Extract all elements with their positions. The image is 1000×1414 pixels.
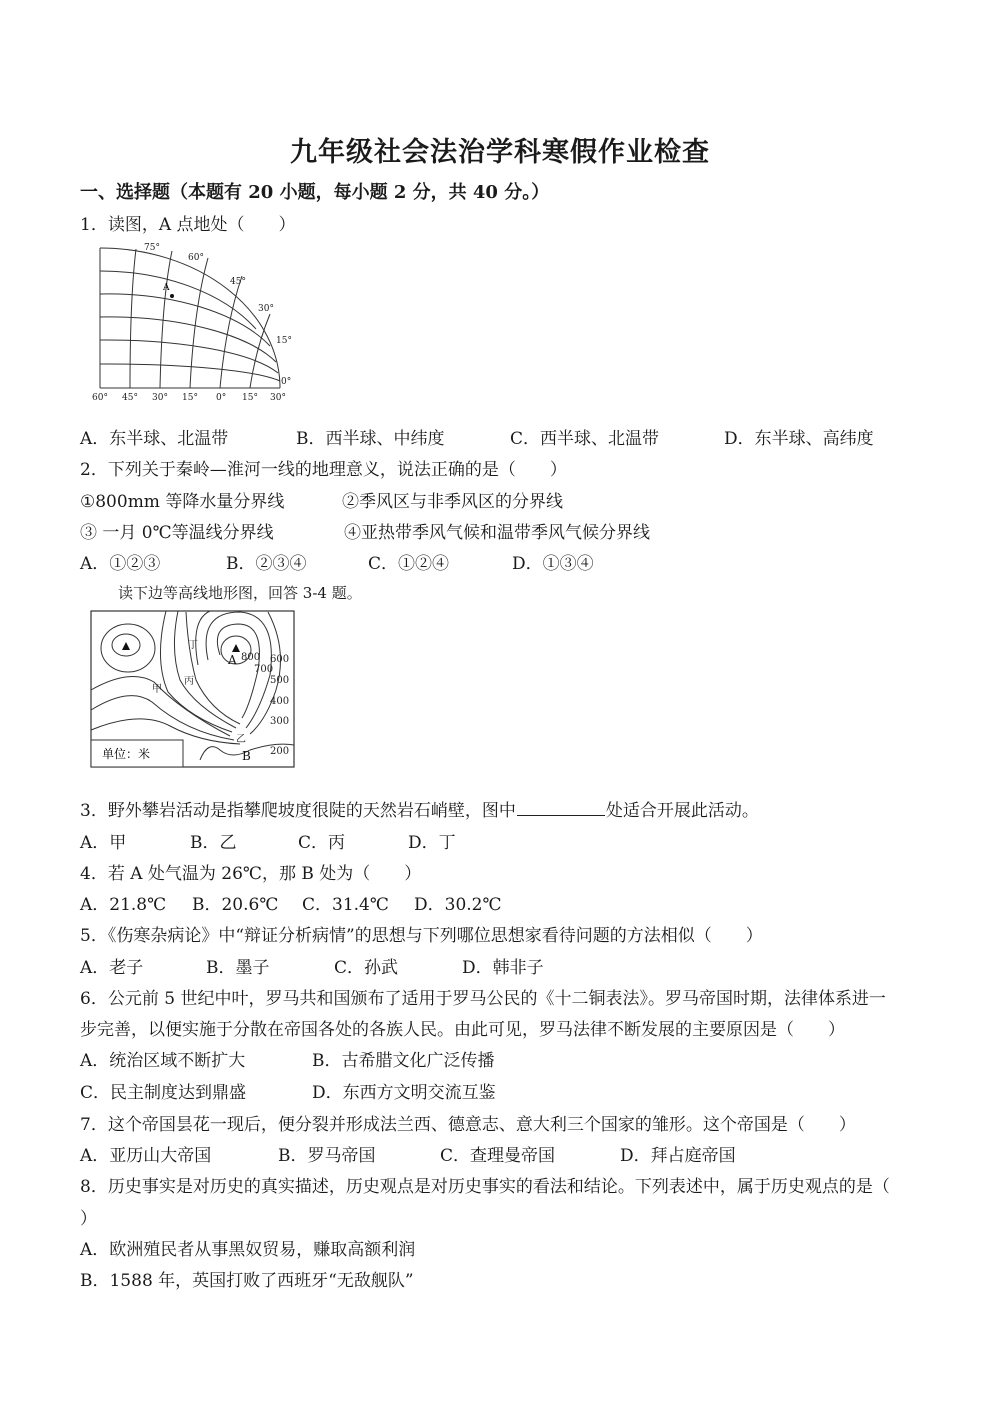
- lat-label: 30°: [258, 304, 274, 314]
- q6-stem: 6．公元前 5 世纪中叶，罗马共和国颁布了适用于罗马公民的《十二铜表法》。罗马帝国时期，法律体系进一: [80, 989, 886, 1009]
- place-label: 丁: [188, 640, 198, 651]
- lat-label: 15°: [276, 336, 292, 346]
- q6-option: A．统治区域不断扩大: [80, 1051, 246, 1071]
- place-label: 丙: [184, 676, 194, 687]
- q8-stem: 8．历史事实是对历史的真实描述，历史观点是对历史事实的看法和结论。下列表述中，属于历史观点的是（: [80, 1177, 890, 1197]
- q3-stem: 3．野外攀岩活动是指攀爬坡度很陡的天然岩石峭壁，图中 处适合开展此活动。: [80, 801, 759, 821]
- q5-option: C．孙武: [334, 958, 399, 978]
- q1-option: D．东半球、高纬度: [724, 429, 874, 449]
- q3-option: C．丙: [298, 833, 346, 853]
- q3-4-intro: 读下边等高线地形图，回答 3-4 题。: [118, 584, 362, 602]
- q2-option: B．②③④: [226, 554, 307, 574]
- point-b-label: B: [242, 749, 251, 763]
- q3-option: A．甲: [80, 833, 127, 853]
- q2-item: ②季风区与非季风区的分界线: [342, 492, 563, 512]
- elevation-label: 700: [254, 664, 274, 675]
- q4-stem: 4．若 A 处气温为 26℃，那 B 处为（ ）: [80, 864, 422, 884]
- elevation-label: 600: [270, 654, 290, 665]
- lat-label: 75°: [144, 243, 160, 253]
- q2-option: C．①②④: [368, 554, 450, 574]
- q8-stem: ）: [80, 1209, 97, 1229]
- q5-option: B．墨子: [206, 958, 270, 978]
- lat-label: 45°: [230, 277, 246, 287]
- lon-label: 30°: [270, 393, 286, 403]
- lon-label: 15°: [242, 393, 258, 403]
- elevation-label: 300: [270, 716, 290, 727]
- q3-option: D．丁: [408, 833, 456, 853]
- point-a-label: A: [228, 653, 237, 667]
- place-label: 甲: [152, 684, 162, 695]
- q2-item: ④亚热带季风气候和温带季风气候分界线: [344, 523, 650, 543]
- q2-item: ①800mm 等降水量分界线: [80, 492, 285, 512]
- q7-stem: 7．这个帝国昙花一现后，便分裂并形成法兰西、德意志、意大利三个国家的雏形。这个帝国是（ ）: [80, 1115, 856, 1135]
- q7-option: D．拜占庭帝国: [620, 1146, 736, 1166]
- lat-label: 0°: [281, 377, 292, 387]
- lat-label: 60°: [188, 253, 204, 263]
- q6-option: D．东西方文明交流互鉴: [312, 1083, 496, 1103]
- contour-map-figure: [90, 610, 296, 770]
- q2-option: A．①②③: [80, 554, 161, 574]
- q1-option: A．东半球、北温带: [80, 429, 229, 449]
- map-unit: 单位：米: [102, 747, 151, 761]
- lon-label: 45°: [122, 393, 138, 403]
- q1-graticule-figure: [90, 238, 300, 408]
- q4-option: D．30.2℃: [414, 895, 502, 915]
- q2-item: ③ 一月 0℃等温线分界线: [80, 523, 274, 543]
- lon-label: 15°: [182, 393, 198, 403]
- q6-option: C．民主制度达到鼎盛: [80, 1083, 247, 1103]
- q1-option: B．西半球、中纬度: [296, 429, 445, 449]
- q1-option: C．西半球、北温带: [510, 429, 660, 449]
- q7-option: C．查理曼帝国: [440, 1146, 556, 1166]
- elevation-label: 200: [270, 746, 290, 757]
- elevation-label: 800: [241, 652, 261, 663]
- q5-stem: 5．《伤寒杂病论》中“辩证分析病情”的思想与下列哪位思想家看待问题的方法相似（ ）: [80, 926, 763, 946]
- q8-option: B．1588 年，英国打败了西班牙“无敌舰队”: [80, 1271, 414, 1291]
- q6-stem: 步完善，以便实施于分散在帝国各处的各族人民。由此可见，罗马法律不断发展的主要原因是（ ）: [80, 1020, 845, 1040]
- q5-option: A．老子: [80, 958, 144, 978]
- q4-option: C．31.4℃: [302, 895, 389, 915]
- q8-option: A．欧洲殖民者从事黑奴贸易，赚取高额利润: [80, 1240, 416, 1260]
- point-a-label: A: [163, 283, 170, 293]
- lon-label: 0°: [216, 393, 227, 403]
- answer-blank: [517, 801, 605, 816]
- elevation-label: 400: [270, 696, 290, 707]
- q4-option: A．21.8℃: [80, 895, 167, 915]
- section-heading: 一、选择题（本题有 20 小题，每小题 2 分，共 40 分。）: [80, 182, 550, 203]
- q3-option: B．乙: [190, 833, 237, 853]
- q7-option: A．亚历山大帝国: [80, 1146, 212, 1166]
- q7-option: B．罗马帝国: [278, 1146, 376, 1166]
- place-label: 乙: [236, 734, 246, 745]
- q2-stem: 2．下列关于秦岭—淮河一线的地理意义，说法正确的是（ ）: [80, 460, 567, 480]
- page-title: 九年级社会法治学科寒假作业检查: [290, 137, 710, 168]
- q1-stem: 1．读图，A 点地处（ ）: [80, 215, 296, 235]
- lon-label: 60°: [92, 393, 108, 403]
- q4-option: B．20.6℃: [192, 895, 279, 915]
- point-a-marker: [170, 294, 174, 298]
- lon-label: 30°: [152, 393, 168, 403]
- elevation-label: 500: [270, 675, 290, 686]
- q5-option: D．韩非子: [462, 958, 544, 978]
- q2-option: D．①③④: [512, 554, 594, 574]
- q6-option: B．古希腊文化广泛传播: [312, 1051, 495, 1071]
